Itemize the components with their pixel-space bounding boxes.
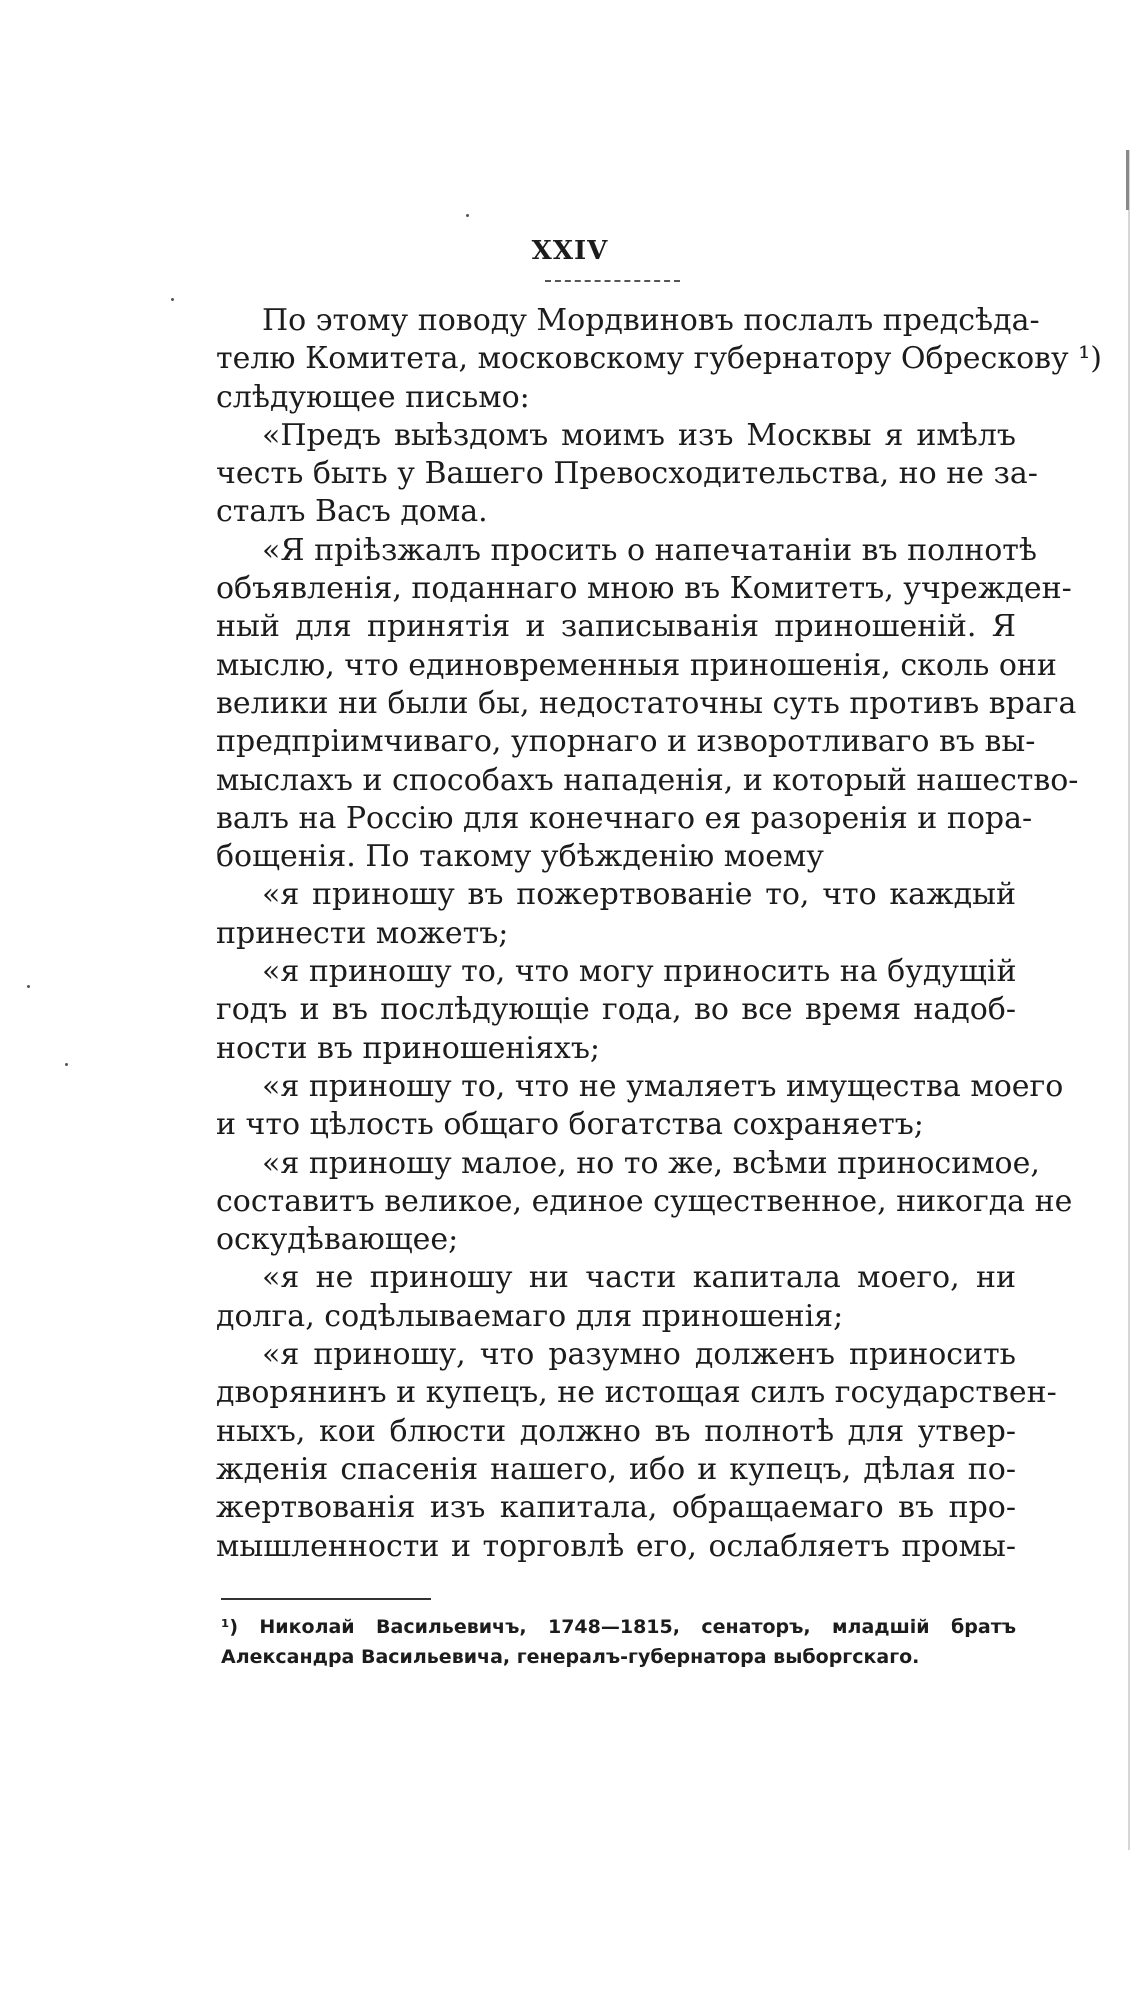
body-text — [216, 302, 1102, 1566]
footnote-line: Александра Васильевича, генералъ-губернатора выборгскаго. — [221, 1646, 920, 1668]
scan-speck — [466, 214, 469, 217]
page-number: XXIV — [531, 236, 609, 266]
text-line: принести можетъ; — [216, 915, 509, 951]
scan-speck — [171, 298, 174, 301]
text-line: «я приношу то, что не умаляетъ имущества моего — [262, 1068, 1064, 1104]
footnote-rule — [221, 1598, 431, 1600]
scan-speck — [27, 985, 30, 988]
text-line: «я приношу въ пожертвованіе то, что каждый — [262, 877, 1016, 913]
text-line: ныхъ, кои блюсти должно въ полнотѣ для утвер- — [216, 1413, 1016, 1449]
text-line: валъ на Россію для конечнаго ея разоренія и пора- — [216, 800, 1033, 836]
text-line: годъ и въ послѣдующіе года, во все время надоб- — [216, 992, 1016, 1028]
footnote — [221, 1612, 1016, 1672]
text-line: долга, содѣлываемаго для приношенія; — [216, 1298, 844, 1334]
text-line: мыслахъ и способахъ нападенія, и который нашество- — [216, 762, 1079, 798]
text-line: предпріимчиваго, упорнаго и изворотливаго въ вы- — [216, 724, 1036, 760]
text-line: жертвованія изъ капитала, обращаемаго въ про- — [216, 1490, 1016, 1526]
scan-speck — [65, 1063, 68, 1066]
text-line: «я приношу, что разумно долженъ приносить — [262, 1337, 1016, 1373]
scan-page-edge-mark — [1126, 150, 1129, 210]
text-line: ности въ приношеніяхъ; — [216, 1030, 601, 1066]
text-line: честь быть у Вашего Превосходительства, но не за- — [216, 456, 1038, 492]
text-line: «я не приношу ни части капитала моего, ни — [262, 1260, 1016, 1296]
text-line: составитъ великое, единое существенное, никогда не — [216, 1183, 1073, 1219]
text-line: мышленности и торговлѣ его, ослабляетъ промы- — [216, 1528, 1016, 1564]
text-line: По этому поводу Мордвиновъ послалъ предсѣда- — [262, 303, 1040, 338]
text-line: и что цѣлость общаго богатства сохраняетъ; — [216, 1107, 924, 1143]
text-line: телю Комитета, московскому губернатору Обрескову ¹) — [216, 341, 1102, 377]
footnote-line: ¹) Николай Васильевичъ, 1748—1815, сенаторъ, младшій братъ — [221, 1616, 1016, 1638]
text-line: сталъ Васъ дома. — [216, 494, 488, 530]
page-number-rule — [545, 280, 680, 282]
text-line: велики ни были бы, недостаточны суть противъ врага — [216, 685, 1077, 721]
text-line: дворянинъ и купецъ, не истощая силъ государствен- — [216, 1375, 1057, 1411]
text-line: объявленія, поданнаго мною въ Комитетъ, учрежден- — [216, 571, 1072, 607]
text-line: «я приношу малое, но то же, всѣми приносимое, — [262, 1145, 1040, 1181]
text-line: ный для принятія и записыванія приношеній. Я — [216, 609, 1016, 645]
text-line: «я приношу то, что могу приносить на будущій — [262, 954, 1017, 990]
text-line: бощенія. По такому убѣжденію моему — [216, 839, 824, 875]
text-line: слѣдующее письмо: — [216, 379, 530, 415]
text-line: жденія спасенія нашего, ибо и купецъ, дѣлая по- — [216, 1451, 1016, 1487]
text-line: «Я пріѣзжалъ просить о напечатаніи въ полнотѣ — [262, 532, 1037, 568]
text-line: оскудѣвающее; — [216, 1222, 459, 1258]
text-line: мыслю, что единовременныя приношенія, сколь они — [216, 647, 1057, 683]
text-line: «Предъ выѣздомъ моимъ изъ Москвы я имѣлъ — [262, 417, 1016, 453]
scan-page-edge — [1128, 150, 1130, 1850]
